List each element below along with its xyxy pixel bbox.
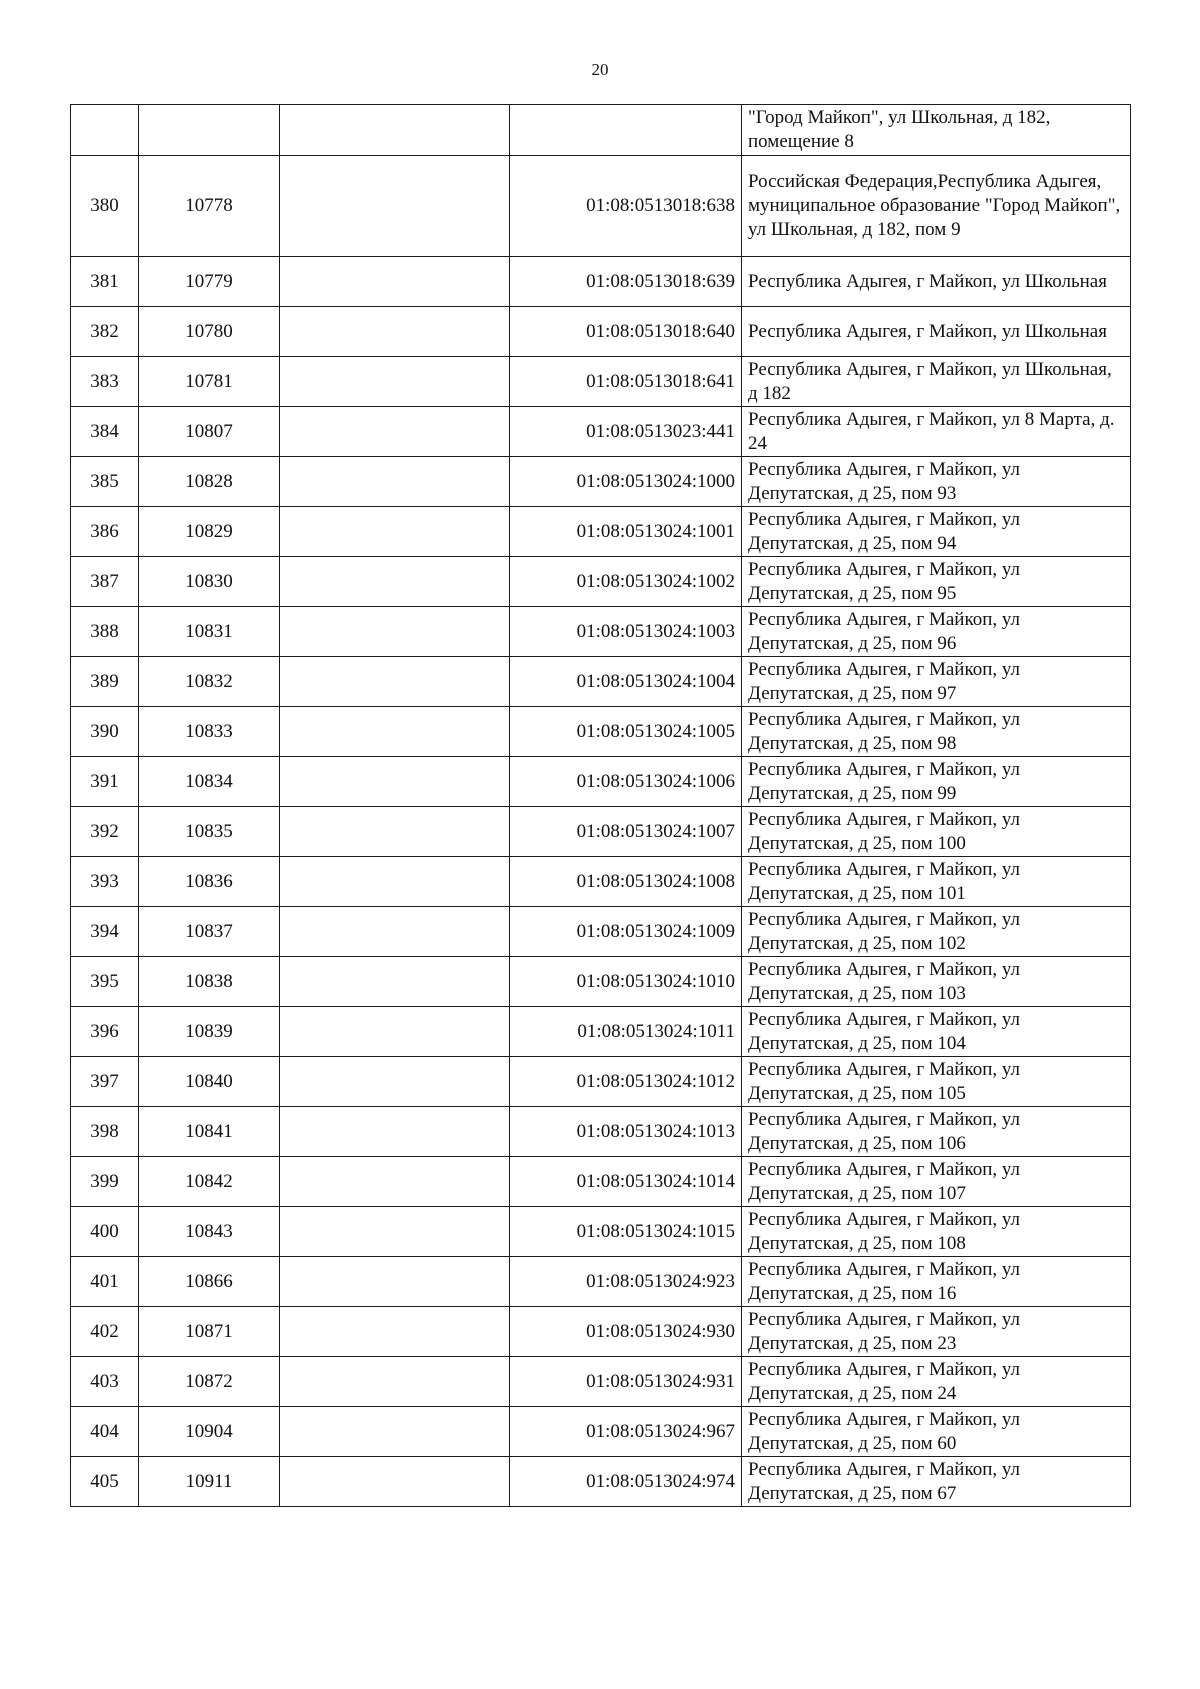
cadastral-number-cell: 01:08:0513018:638 <box>510 156 742 257</box>
empty-cell <box>280 907 510 957</box>
cadastral-number-cell: 01:08:0513024:923 <box>510 1257 742 1307</box>
address-cell: Республика Адыгея, г Майкоп, ул Депутатская, д 25, пом 108 <box>742 1207 1131 1257</box>
address-cell: Республика Адыгея, г Майкоп, ул Депутатская, д 25, пом 24 <box>742 1357 1131 1407</box>
empty-cell <box>280 1007 510 1057</box>
table-row <box>71 657 1131 707</box>
address-cell: Республика Адыгея, г Майкоп, ул Депутатская, д 25, пом 98 <box>742 707 1131 757</box>
table-row <box>71 807 1131 857</box>
row-number-cell: 403 <box>71 1357 139 1407</box>
table-row <box>71 1157 1131 1207</box>
row-number-cell: 392 <box>71 807 139 857</box>
table-row <box>71 707 1131 757</box>
address-cell: Республика Адыгея, г Майкоп, ул Депутатская, д 25, пом 23 <box>742 1307 1131 1357</box>
registry-number-cell: 10778 <box>139 156 280 257</box>
row-number-cell: 400 <box>71 1207 139 1257</box>
registry-number-cell: 10832 <box>139 657 280 707</box>
row-number-cell: 382 <box>71 307 139 357</box>
empty-cell <box>280 1407 510 1457</box>
row-number-cell: 383 <box>71 357 139 407</box>
table-row <box>71 407 1131 457</box>
table-row <box>71 907 1131 957</box>
cadastral-number-cell: 01:08:0513024:1008 <box>510 857 742 907</box>
address-cell: Республика Адыгея, г Майкоп, ул Депутатская, д 25, пом 96 <box>742 607 1131 657</box>
table-row <box>71 1207 1131 1257</box>
empty-cell <box>280 557 510 607</box>
address-cell: Республика Адыгея, г Майкоп, ул Депутатская, д 25, пом 94 <box>742 507 1131 557</box>
registry-number-cell: 10829 <box>139 507 280 557</box>
empty-cell <box>280 1257 510 1307</box>
table-row <box>71 257 1131 307</box>
cadastral-number-cell: 01:08:0513024:1012 <box>510 1057 742 1107</box>
address-cell: Республика Адыгея, г Майкоп, ул Депутатская, д 25, пом 104 <box>742 1007 1131 1057</box>
cadastral-number-cell: 01:08:0513024:1005 <box>510 707 742 757</box>
empty-cell <box>280 807 510 857</box>
table-row <box>71 507 1131 557</box>
row-number-cell: 396 <box>71 1007 139 1057</box>
empty-cell <box>280 1307 510 1357</box>
table-row <box>71 607 1131 657</box>
address-cell: Республика Адыгея, г Майкоп, ул Депутатская, д 25, пом 60 <box>742 1407 1131 1457</box>
cadastral-number-cell: 01:08:0513024:1013 <box>510 1107 742 1157</box>
address-cell: Республика Адыгея, г Майкоп, ул Депутатская, д 25, пом 100 <box>742 807 1131 857</box>
registry-number-cell: 10872 <box>139 1357 280 1407</box>
table-row <box>71 1257 1131 1307</box>
empty-cell <box>280 307 510 357</box>
address-cell: Республика Адыгея, г Майкоп, ул Депутатская, д 25, пом 67 <box>742 1457 1131 1507</box>
cadastral-number-cell: 01:08:0513018:639 <box>510 257 742 307</box>
row-number-cell: 393 <box>71 857 139 907</box>
empty-cell <box>280 357 510 407</box>
empty-cell <box>280 1057 510 1107</box>
row-number-cell: 395 <box>71 957 139 1007</box>
row-number-cell: 381 <box>71 257 139 307</box>
registry-number-cell: 10780 <box>139 307 280 357</box>
empty-cell <box>280 1357 510 1407</box>
row-number-cell: 404 <box>71 1407 139 1457</box>
table-row <box>71 357 1131 407</box>
table-row <box>71 307 1131 357</box>
address-cell: Республика Адыгея, г Майкоп, ул Депутатская, д 25, пом 95 <box>742 557 1131 607</box>
table-row-continuation <box>71 105 1131 156</box>
table-row <box>71 557 1131 607</box>
empty-cell <box>280 1207 510 1257</box>
row-number-cell: 391 <box>71 757 139 807</box>
registry-number-cell: 10836 <box>139 857 280 907</box>
cadastral-number-cell: 01:08:0513024:967 <box>510 1407 742 1457</box>
empty-cell <box>280 607 510 657</box>
registry-table <box>70 104 1131 1507</box>
row-number-cell: 387 <box>71 557 139 607</box>
empty-cell <box>280 257 510 307</box>
address-cell: Республика Адыгея, г Майкоп, ул Депутатская, д 25, пом 103 <box>742 957 1131 1007</box>
cadastral-number-cell: 01:08:0513024:1003 <box>510 607 742 657</box>
cadastral-number-cell: 01:08:0513024:930 <box>510 1307 742 1357</box>
cadastral-number-cell: 01:08:0513024:1007 <box>510 807 742 857</box>
row-number-cell: 389 <box>71 657 139 707</box>
row-number-cell: 385 <box>71 457 139 507</box>
registry-number-cell: 10911 <box>139 1457 280 1507</box>
empty-cell <box>280 1107 510 1157</box>
address-cell: Республика Адыгея, г Майкоп, ул Депутатская, д 25, пом 99 <box>742 757 1131 807</box>
registry-number-cell: 10828 <box>139 457 280 507</box>
registry-number-cell: 10838 <box>139 957 280 1007</box>
table-row <box>71 957 1131 1007</box>
table-row <box>71 1107 1131 1157</box>
table-row <box>71 156 1131 257</box>
cadastral-number-cell: 01:08:0513024:931 <box>510 1357 742 1407</box>
registry-number-cell: 10831 <box>139 607 280 657</box>
cadastral-number-cell: 01:08:0513024:1002 <box>510 557 742 607</box>
cadastral-number-cell: 01:08:0513024:1006 <box>510 757 742 807</box>
address-cell: Республика Адыгея, г Майкоп, ул Депутатская, д 25, пом 105 <box>742 1057 1131 1107</box>
empty-cell <box>280 757 510 807</box>
table-row <box>71 1307 1131 1357</box>
table-row <box>71 1457 1131 1507</box>
cadastral-number-cell: 01:08:0513024:1001 <box>510 507 742 557</box>
empty-cell <box>280 457 510 507</box>
table-row <box>71 857 1131 907</box>
address-cell: Республика Адыгея, г Майкоп, ул Депутатская, д 25, пом 102 <box>742 907 1131 957</box>
cadastral-number-cell <box>510 105 742 156</box>
cadastral-number-cell: 01:08:0513023:441 <box>510 407 742 457</box>
address-cell: "Город Майкоп", ул Школьная, д 182, помещение 8 <box>742 105 1131 156</box>
cadastral-number-cell: 01:08:0513024:1015 <box>510 1207 742 1257</box>
address-cell: Российская Федерация,Республика Адыгея, муниципальное образование "Город Майкоп", ул Школьная, д 182, пом 9 <box>742 156 1131 257</box>
cadastral-number-cell: 01:08:0513024:1014 <box>510 1157 742 1207</box>
cadastral-number-cell: 01:08:0513024:1000 <box>510 457 742 507</box>
cadastral-number-cell: 01:08:0513024:1011 <box>510 1007 742 1057</box>
empty-cell <box>280 1157 510 1207</box>
empty-cell <box>280 707 510 757</box>
registry-number-cell: 10834 <box>139 757 280 807</box>
cadastral-number-cell: 01:08:0513024:1009 <box>510 907 742 957</box>
row-number-cell: 401 <box>71 1257 139 1307</box>
registry-number-cell: 10835 <box>139 807 280 857</box>
row-number-cell: 405 <box>71 1457 139 1507</box>
row-number-cell: 402 <box>71 1307 139 1357</box>
empty-cell <box>280 957 510 1007</box>
row-number-cell: 384 <box>71 407 139 457</box>
row-number-cell: 380 <box>71 156 139 257</box>
table-row <box>71 457 1131 507</box>
registry-number-cell: 10871 <box>139 1307 280 1357</box>
row-number-cell: 399 <box>71 1157 139 1207</box>
row-number-cell: 394 <box>71 907 139 957</box>
empty-cell <box>280 1457 510 1507</box>
address-cell: Республика Адыгея, г Майкоп, ул Депутатская, д 25, пом 97 <box>742 657 1131 707</box>
address-cell: Республика Адыгея, г Майкоп, ул Депутатская, д 25, пом 106 <box>742 1107 1131 1157</box>
page-number: 20 <box>591 60 609 79</box>
cadastral-number-cell: 01:08:0513024:1010 <box>510 957 742 1007</box>
row-number-cell: 398 <box>71 1107 139 1157</box>
address-cell: Республика Адыгея, г Майкоп, ул Школьная, д 182 <box>742 357 1131 407</box>
registry-number-cell: 10840 <box>139 1057 280 1107</box>
table-row <box>71 1057 1131 1107</box>
empty-cell <box>280 857 510 907</box>
cadastral-number-cell: 01:08:0513018:641 <box>510 357 742 407</box>
registry-number-cell: 10866 <box>139 1257 280 1307</box>
table-row <box>71 1357 1131 1407</box>
address-cell: Республика Адыгея, г Майкоп, ул Школьная <box>742 257 1131 307</box>
registry-number-cell: 10841 <box>139 1107 280 1157</box>
registry-number-cell: 10842 <box>139 1157 280 1207</box>
registry-number-cell: 10833 <box>139 707 280 757</box>
empty-cell <box>280 507 510 557</box>
empty-cell <box>280 407 510 457</box>
row-number-cell: 397 <box>71 1057 139 1107</box>
registry-number-cell: 10904 <box>139 1407 280 1457</box>
empty-cell <box>280 657 510 707</box>
address-cell: Республика Адыгея, г Майкоп, ул Депутатская, д 25, пом 93 <box>742 457 1131 507</box>
row-number-cell <box>71 105 139 156</box>
table-row <box>71 1007 1131 1057</box>
row-number-cell: 386 <box>71 507 139 557</box>
address-cell: Республика Адыгея, г Майкоп, ул Школьная <box>742 307 1131 357</box>
registry-number-cell: 10807 <box>139 407 280 457</box>
cadastral-number-cell: 01:08:0513024:1004 <box>510 657 742 707</box>
cadastral-number-cell: 01:08:0513018:640 <box>510 307 742 357</box>
row-number-cell: 390 <box>71 707 139 757</box>
registry-number-cell <box>139 105 280 156</box>
empty-cell <box>280 105 510 156</box>
registry-number-cell: 10781 <box>139 357 280 407</box>
registry-number-cell: 10843 <box>139 1207 280 1257</box>
table-row <box>71 757 1131 807</box>
table-row <box>71 1407 1131 1457</box>
address-cell: Республика Адыгея, г Майкоп, ул Депутатская, д 25, пом 107 <box>742 1157 1131 1207</box>
registry-body <box>71 105 1131 1507</box>
registry-number-cell: 10830 <box>139 557 280 607</box>
cadastral-number-cell: 01:08:0513024:974 <box>510 1457 742 1507</box>
registry-number-cell: 10839 <box>139 1007 280 1057</box>
row-number-cell: 388 <box>71 607 139 657</box>
registry-number-cell: 10779 <box>139 257 280 307</box>
address-cell: Республика Адыгея, г Майкоп, ул Депутатская, д 25, пом 16 <box>742 1257 1131 1307</box>
address-cell: Республика Адыгея, г Майкоп, ул 8 Марта, д. 24 <box>742 407 1131 457</box>
registry-number-cell: 10837 <box>139 907 280 957</box>
address-cell: Республика Адыгея, г Майкоп, ул Депутатская, д 25, пом 101 <box>742 857 1131 907</box>
empty-cell <box>280 156 510 257</box>
